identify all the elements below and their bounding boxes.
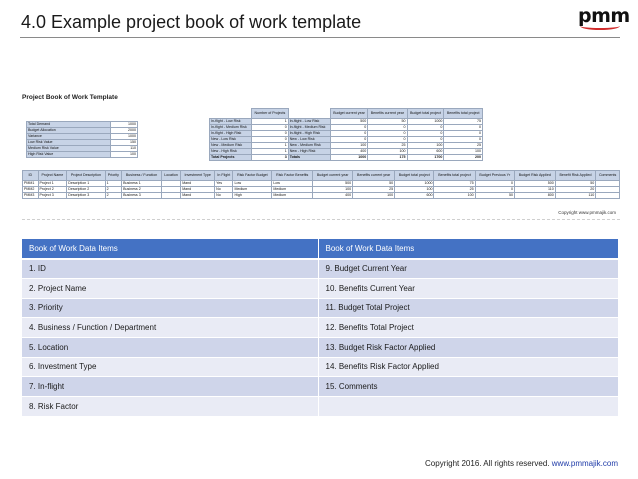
table-cell: In-flight - Low Risk (210, 119, 252, 125)
table-cell: 75 (444, 119, 483, 125)
table-cell: Total Projects (210, 155, 252, 161)
data-item-row (22, 337, 618, 357)
table-cell: New - Low Risk (210, 137, 252, 143)
data-item-left: 1. ID (22, 259, 318, 279)
table-cell (288, 109, 330, 119)
table-cell: 200 (444, 155, 483, 161)
table-cell (596, 193, 620, 199)
table-cell: 0 (330, 137, 368, 143)
breakdown-header-row (210, 109, 483, 119)
table-cell: Low Risk Value (27, 140, 111, 146)
table-cell: New - High Risk (288, 149, 330, 155)
table-cell: High (233, 193, 272, 199)
data-item-left: 5. Location (22, 337, 318, 357)
table-cell: Business 3 (122, 193, 162, 199)
data-item-right: 9. Budget Current Year (318, 259, 618, 279)
table-cell: Budget total project (395, 171, 434, 181)
table-cell: Budget Allocation (27, 128, 111, 134)
table-cell: Project Name (38, 171, 67, 181)
table-cell: 0 (475, 187, 514, 193)
table-cell: In-flight - Medium Risk (210, 125, 252, 131)
table-cell: 0 (330, 131, 368, 137)
table-cell: In-flight - High Risk (210, 131, 252, 137)
table-cell: Yes (215, 181, 233, 187)
data-item-row (22, 318, 618, 338)
table-cell: 1000 (110, 122, 137, 128)
table-cell: Medium (233, 187, 272, 193)
table-cell: 25 (368, 143, 407, 149)
table-cell: PMM1 (23, 181, 39, 187)
footer-text: Copyright 2016. All rights reserved. (425, 459, 550, 468)
table-cell: 2 (105, 193, 121, 199)
project-row (23, 193, 620, 199)
table-cell: 2 (105, 187, 121, 193)
table-cell: 0 (252, 137, 289, 143)
table-cell: 50 (475, 193, 514, 199)
data-item-right: 13. Budget Risk Factor Applied (318, 337, 618, 357)
breakdown-table (209, 108, 483, 161)
table-cell: 0 (368, 131, 407, 137)
table-cell: 1700 (407, 155, 444, 161)
table-cell: 400 (330, 149, 368, 155)
table-cell: Location (161, 171, 180, 181)
table-cell: 3 (252, 155, 289, 161)
table-cell: 20 (555, 187, 596, 193)
table-cell: 0 (330, 125, 368, 131)
table-cell: 0 (444, 125, 483, 131)
data-item-left: 7. In-flight (22, 377, 318, 397)
data-item-row (22, 397, 618, 417)
pmm-logo (578, 5, 630, 35)
table-cell: 500 (330, 119, 368, 125)
logo-text: pmm (578, 5, 630, 27)
data-item-right: 14. Benefits Risk Factor Applied (318, 357, 618, 377)
table-cell: Benefits current year (353, 171, 395, 181)
table-cell: Benefits total project (444, 109, 483, 119)
table-cell: 25 (353, 187, 395, 193)
table-cell: 50 (555, 181, 596, 187)
footer-copyright (425, 459, 618, 468)
footer-link[interactable]: www.pmmajik.com (551, 459, 618, 468)
table-cell: 50 (353, 181, 395, 187)
table-cell: 600 (407, 149, 444, 155)
table-cell: New - Low Risk (288, 137, 330, 143)
data-item-left: 8. Risk Factor (22, 397, 318, 417)
sheet-title: Project Book of Work Template (22, 94, 118, 101)
table-cell: 1 (252, 143, 289, 149)
table-cell: 0 (407, 137, 444, 143)
table-cell: New - Medium Risk (288, 143, 330, 149)
data-item-row (22, 278, 618, 298)
table-cell (210, 109, 252, 119)
table-cell: 100 (434, 193, 475, 199)
table-cell: Budget Previous Yr (475, 171, 514, 181)
table-cell: New - High Risk (210, 149, 252, 155)
table-cell: Medium Risk Value (27, 146, 111, 152)
table-cell: 175 (368, 155, 407, 161)
table-cell: Budget current year (313, 171, 353, 181)
sheet-copyright: Copyright www.pmmajik.com (558, 210, 616, 215)
table-cell: Business 1 (122, 181, 162, 187)
table-cell: PMM3 (23, 193, 39, 199)
table-cell: 0 (368, 125, 407, 131)
data-item-right: 11. Budget Total Project (318, 298, 618, 318)
data-item-right: 10. Benefits Current Year (318, 278, 618, 298)
table-cell: 1000 (395, 181, 434, 187)
table-cell: Priority (105, 171, 121, 181)
table-cell: Risk Factor Benefits (272, 171, 313, 181)
table-cell: 0 (444, 131, 483, 137)
breakdown-row (210, 155, 483, 161)
table-cell: Medium (272, 187, 313, 193)
spreadsheet-image (22, 90, 620, 220)
table-cell: 50 (368, 119, 407, 125)
table-cell: Description 3 (67, 193, 105, 199)
table-cell: Totals (288, 155, 330, 161)
table-cell: 1000 (330, 155, 368, 161)
table-cell: 75 (434, 181, 475, 187)
table-cell (161, 193, 180, 199)
table-cell: 500 (514, 181, 555, 187)
table-cell: Mand (181, 181, 215, 187)
table-cell: 100 (444, 149, 483, 155)
table-cell: 100 (395, 187, 434, 193)
table-cell: Project 1 (38, 181, 67, 187)
logo-swoosh-icon (580, 22, 620, 30)
table-cell: Budget total project (407, 109, 444, 119)
table-cell: 1000 (110, 134, 137, 140)
table-cell: 150 (110, 140, 137, 146)
table-cell: Project Description (67, 171, 105, 181)
table-cell: New - Medium Risk (210, 143, 252, 149)
table-cell: No (215, 193, 233, 199)
table-cell: Investment Type (181, 171, 215, 181)
table-cell: 25 (444, 143, 483, 149)
data-item-right: 15. Comments (318, 377, 618, 397)
data-item-left: 2. Project Name (22, 278, 318, 298)
table-cell: 0 (407, 125, 444, 131)
table-cell: 1 (252, 149, 289, 155)
table-cell: No (215, 187, 233, 193)
data-item-left: 3. Priority (22, 298, 318, 318)
table-cell: In-flight - High Risk (288, 131, 330, 137)
table-cell: In Flight (215, 171, 233, 181)
table-cell: 0 (407, 131, 444, 137)
data-item-row (22, 357, 618, 377)
table-cell: Business / Function (122, 171, 162, 181)
table-cell: High Risk Value (27, 152, 111, 158)
projects-table (22, 170, 620, 199)
table-cell: 500 (313, 181, 353, 187)
table-cell: Total Demand (27, 122, 111, 128)
table-cell: 100 (110, 152, 137, 158)
table-cell: Benefits current year (368, 109, 407, 119)
table-cell: 0 (475, 181, 514, 187)
table-cell: 0 (252, 125, 289, 131)
table-cell: Benefits total project (434, 171, 475, 181)
header-left: Book of Work Data Items (22, 239, 318, 259)
summary-row (27, 152, 138, 158)
table-cell: Medium (272, 193, 313, 199)
table-cell: 600 (395, 193, 434, 199)
header-right: Book of Work Data Items (318, 239, 618, 259)
table-cell: Budget Risk Applied (514, 171, 555, 181)
data-item-row (22, 377, 618, 397)
table-cell: 100 (313, 187, 353, 193)
table-cell: 0 (444, 137, 483, 143)
table-cell: 0 (368, 137, 407, 143)
table-cell: Business 2 (122, 187, 162, 193)
table-cell: 100 (353, 193, 395, 199)
table-cell: 110 (110, 146, 137, 152)
table-cell: Project 2 (38, 187, 67, 193)
data-item-left: 4. Business / Function / Department (22, 318, 318, 338)
table-cell: Risk Factor Budget (233, 171, 272, 181)
table-cell: In-flight - Medium Risk (288, 125, 330, 131)
table-cell: 400 (313, 193, 353, 199)
data-item-left: 6. Investment Type (22, 357, 318, 377)
table-cell: 0 (252, 131, 289, 137)
table-cell: Low (233, 181, 272, 187)
table-cell: PMM2 (23, 187, 39, 193)
table-cell: 110 (514, 187, 555, 193)
table-cell: Mand (181, 193, 215, 199)
data-item-right: 12. Benefits Total Project (318, 318, 618, 338)
table-cell: Project 3 (38, 193, 67, 199)
table-cell: Budget current year (330, 109, 368, 119)
table-cell: 100 (330, 143, 368, 149)
table-cell: Low (272, 181, 313, 187)
projects-header-row (23, 171, 620, 181)
data-item-row (22, 298, 618, 318)
table-cell: 800 (514, 193, 555, 199)
summary-table (26, 121, 138, 158)
table-cell: 2000 (110, 128, 137, 134)
table-cell: Description 1 (67, 181, 105, 187)
table-cell: 1 (252, 119, 289, 125)
table-cell: 100 (368, 149, 407, 155)
table-cell: ID (23, 171, 39, 181)
table-cell: Comments (596, 171, 620, 181)
table-cell: 25 (434, 187, 475, 193)
table-cell: Number of Projects (252, 109, 289, 119)
table-cell: 100 (407, 143, 444, 149)
data-item-row (22, 259, 618, 279)
title-divider (20, 37, 620, 38)
table-cell: In-flight - Low Risk (288, 119, 330, 125)
table-cell: 1 (105, 181, 121, 187)
table-cell: Mand (181, 187, 215, 193)
data-item-right (318, 397, 618, 417)
sheet-gridlines (22, 219, 620, 227)
table-cell: Variance (27, 134, 111, 140)
table-cell: 1000 (407, 119, 444, 125)
table-cell: Description 2 (67, 187, 105, 193)
table-cell: 110 (555, 193, 596, 199)
slide-title: 4.0 Example project book of work template (21, 12, 362, 32)
table-cell: Benefit Risk Applied (555, 171, 596, 181)
data-items-header-row (22, 239, 618, 259)
data-items-table (22, 239, 618, 417)
